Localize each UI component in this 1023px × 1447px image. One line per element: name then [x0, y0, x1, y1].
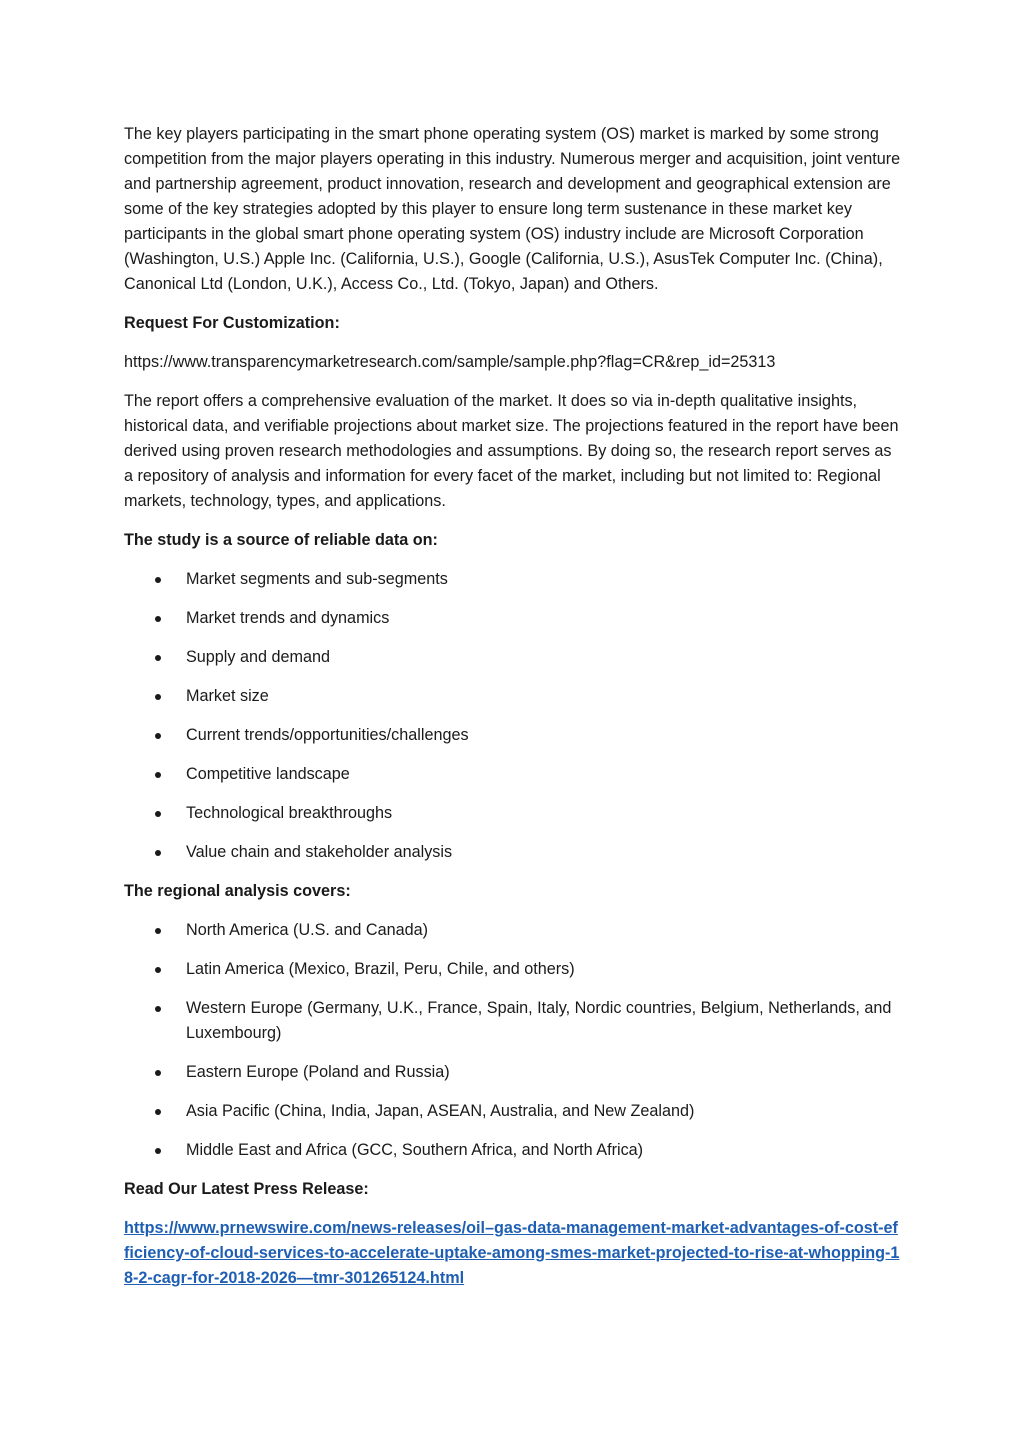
list-item — [124, 684, 902, 709]
list-item-text: Competitive landscape — [186, 765, 350, 783]
list-item — [124, 645, 902, 670]
press-heading: Read Our Latest Press Release: — [124, 1180, 369, 1198]
document-page — [124, 122, 902, 1291]
list-item — [124, 762, 902, 787]
list-item — [124, 1138, 902, 1163]
list-item — [124, 723, 902, 748]
list-item-text: Eastern Europe (Poland and Russia) — [186, 1063, 450, 1081]
bullet-icon — [155, 811, 161, 817]
report-paragraph: The report offers a comprehensive evaluation of the market. It does so via in-depth qualitative insights, historical data, and verifiable projections about market size. The projections featured in the report have been derived using proven research methodologies and assumptions. By doing so, the research report serves as a repository of analysis and information for every facet of the market, including but not limited to: Regional markets, technology, types, and applications. — [124, 392, 899, 510]
list-item-text: Market trends and dynamics — [186, 609, 390, 627]
list-item-text: Value chain and stakeholder analysis — [186, 843, 453, 861]
press-release-link[interactable]: https://www.prnewswire.com/news-releases/oil–gas-data-management-market-advantages-of-cost-efficiency-of-cloud-services-to-accelerate-uptake-among-smes-market-projected-to-rise-at-whopping-18-2-cagr-for-2018-2026—tmr-301265124.html — [124, 1219, 900, 1287]
study-heading: The study is a source of reliable data on: — [124, 531, 438, 549]
list-item-text: North America (U.S. and Canada) — [186, 921, 429, 939]
regional-list — [124, 918, 902, 1163]
list-item — [124, 1060, 902, 1085]
bullet-icon — [155, 928, 161, 934]
regional-heading: The regional analysis covers: — [124, 882, 351, 900]
bullet-icon — [155, 1070, 161, 1076]
bullet-icon — [155, 577, 161, 583]
bullet-icon — [155, 733, 161, 739]
list-item — [124, 957, 902, 982]
list-item — [124, 996, 902, 1046]
bullet-icon — [155, 1109, 161, 1115]
bullet-icon — [155, 616, 161, 622]
list-item-text: Market segments and sub-segments — [186, 570, 448, 588]
list-item — [124, 918, 902, 943]
bullet-icon — [155, 694, 161, 700]
list-item — [124, 567, 902, 592]
bullet-icon — [155, 1006, 161, 1012]
intro-paragraph: The key players participating in the smart phone operating system (OS) market is marked by some strong competition from the major players operating in this industry. Numerous merger and acquisition, joint venture and partnership agreement, product innovation, research and development and geographical extension are some of the key strategies adopted by this player to ensure long term sustenance in these market key participants in the global smart phone operating system (OS) industry include are Microsoft Corporation (Washington, U.S.) Apple Inc. (California, U.S.), Google (California, U.S.), AsusTek Computer Inc. (China), Canonical Ltd (London, U.K.), Access Co., Ltd. (Tokyo, Japan) and Others. — [124, 125, 901, 293]
bullet-icon — [155, 850, 161, 856]
study-list — [124, 567, 902, 865]
list-item — [124, 801, 902, 826]
list-item-text: Supply and demand — [186, 648, 330, 666]
list-item-text: Asia Pacific (China, India, Japan, ASEAN, Australia, and New Zealand) — [186, 1102, 695, 1120]
list-item — [124, 840, 902, 865]
list-item — [124, 606, 902, 631]
bullet-icon — [155, 772, 161, 778]
customization-heading: Request For Customization: — [124, 314, 340, 332]
list-item-text: Market size — [186, 687, 269, 705]
list-item-text: Latin America (Mexico, Brazil, Peru, Chile, and others) — [186, 960, 575, 978]
bullet-icon — [155, 1148, 161, 1154]
list-item-text: Technological breakthroughs — [186, 804, 393, 822]
list-item-text: Western Europe (Germany, U.K., France, Spain, Italy, Nordic countries, Belgium, Netherlands, and Luxembourg) — [186, 999, 892, 1042]
bullet-icon — [155, 967, 161, 973]
list-item-text: Middle East and Africa (GCC, Southern Africa, and North Africa) — [186, 1141, 644, 1159]
list-item-text: Current trends/opportunities/challenges — [186, 726, 469, 744]
customization-url: https://www.transparencymarketresearch.com/sample/sample.php?flag=CR&rep_id=25313 — [124, 353, 776, 371]
list-item — [124, 1099, 902, 1124]
bullet-icon — [155, 655, 161, 661]
